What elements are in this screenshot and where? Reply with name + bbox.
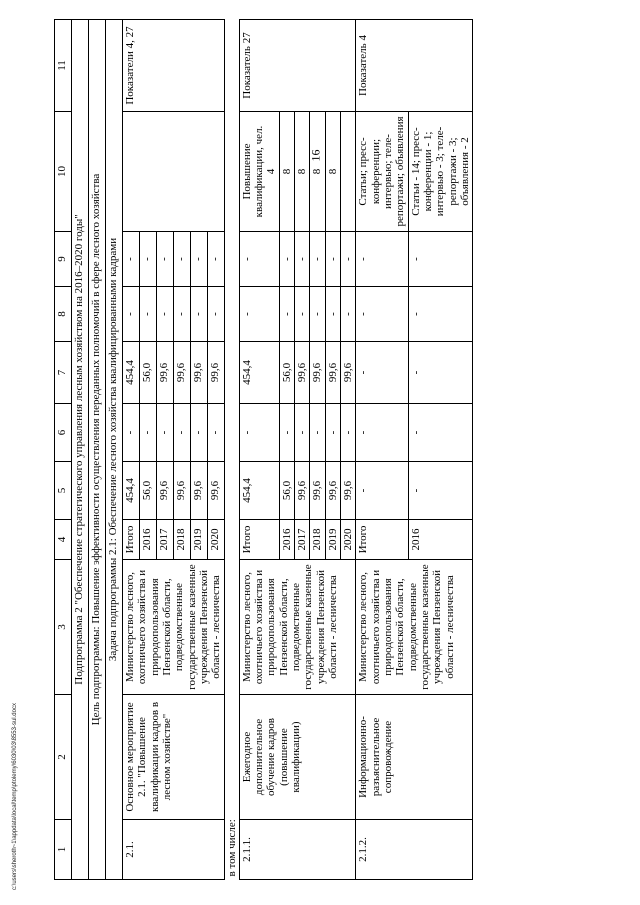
table-row <box>239 20 279 880</box>
value-cell: - <box>156 287 173 342</box>
year-cell: 2020 <box>207 520 224 560</box>
subprogram-title: Подпрограмма 2 "Обеспечение стратегического управления лесным хозяйством на 2016–2020 годы" <box>72 20 89 880</box>
year-cell: Итого <box>356 520 408 560</box>
value-cell: - <box>207 232 224 287</box>
year-cell: Итого <box>123 520 140 560</box>
subprogram-goal: Цель подпрограммы: Повышение эффективности осуществления переданных полномочий в сфере лесного хозяйства <box>89 20 106 880</box>
year-cell: 2018 <box>310 520 325 560</box>
value-cell: - <box>295 232 310 287</box>
col-num: 7 <box>55 342 72 404</box>
year-cell: 2018 <box>173 520 190 560</box>
value-cell: - <box>341 404 356 462</box>
value-cell: 454,4 <box>123 342 140 404</box>
value-cell: - <box>239 404 279 462</box>
value-cell: - <box>173 287 190 342</box>
year-cell: 2020 <box>341 520 356 560</box>
value-cell: - <box>279 232 294 287</box>
indicator-cell: Показатель 27 <box>239 20 356 112</box>
result-cell: Статьи - 14; пресс-конференции - 1; интервью - 3; теле-репортажи - 3; объявления - 2 <box>408 112 473 232</box>
measure-name: Информационно-разъяснительное сопровождение <box>356 695 473 820</box>
value-cell: - <box>190 287 207 342</box>
result-value: 8 <box>295 112 310 232</box>
value-cell: - <box>156 232 173 287</box>
value-cell: 99,6 <box>325 462 340 520</box>
result-value: 8 <box>310 112 325 232</box>
value-cell: - <box>356 404 408 462</box>
col-num: 8 <box>55 287 72 342</box>
value-cell: - <box>325 404 340 462</box>
col-num: 3 <box>55 560 72 695</box>
value-cell: - <box>341 287 356 342</box>
value-cell: - <box>356 342 408 404</box>
in-that-number-label: в том числе: <box>224 20 239 880</box>
value-cell: 99,6 <box>173 342 190 404</box>
value-cell: - <box>239 287 279 342</box>
value-cell: 99,6 <box>295 342 310 404</box>
value-cell: - <box>310 404 325 462</box>
value-cell: 56,0 <box>139 462 156 520</box>
value-cell: - <box>295 287 310 342</box>
value-cell: 99,6 <box>207 342 224 404</box>
value-cell: - <box>408 232 473 287</box>
value-cell: - <box>139 287 156 342</box>
value-cell: 99,6 <box>156 342 173 404</box>
page-number: 16 <box>308 149 323 162</box>
value-cell: 99,6 <box>325 342 340 404</box>
table-row <box>123 20 140 880</box>
col-num: 6 <box>55 404 72 462</box>
value-cell: - <box>408 462 473 520</box>
table-row <box>356 20 408 880</box>
value-cell: 99,6 <box>190 342 207 404</box>
col-num: 4 <box>55 520 72 560</box>
row-number: 2.1.2. <box>356 820 473 880</box>
result-value: 4 <box>265 168 278 175</box>
value-cell: 99,6 <box>173 462 190 520</box>
value-cell: - <box>408 287 473 342</box>
value-cell: - <box>173 404 190 462</box>
value-cell: - <box>356 462 408 520</box>
value-cell: 99,6 <box>310 462 325 520</box>
value-cell: 56,0 <box>279 342 294 404</box>
value-cell: - <box>123 232 140 287</box>
year-cell: 2019 <box>325 520 340 560</box>
value-cell: 99,6 <box>310 342 325 404</box>
value-cell: - <box>310 232 325 287</box>
value-cell: - <box>356 232 408 287</box>
year-cell: 2016 <box>139 520 156 560</box>
value-cell: 99,6 <box>207 462 224 520</box>
col-num: 2 <box>55 695 72 820</box>
value-cell: 99,6 <box>190 462 207 520</box>
value-cell: - <box>123 404 140 462</box>
value-cell: - <box>356 287 408 342</box>
value-cell: - <box>207 287 224 342</box>
value-cell: - <box>123 287 140 342</box>
value-cell: - <box>139 232 156 287</box>
result-value: 8 <box>325 112 340 232</box>
result-value <box>341 112 356 232</box>
value-cell: - <box>325 287 340 342</box>
value-cell: - <box>310 287 325 342</box>
value-cell: - <box>279 287 294 342</box>
value-cell: - <box>408 404 473 462</box>
value-cell: 454,4 <box>239 342 279 404</box>
col-num: 10 <box>55 112 72 232</box>
executor: Министерство лесного, охотничьего хозяйства и природопользования Пензенской области, подведомственные государственные казенные учреждения Пензенской области - лесничества <box>123 560 225 695</box>
value-cell: - <box>325 232 340 287</box>
indicator-cell: Показатель 4 <box>356 20 473 112</box>
value-cell: - <box>207 404 224 462</box>
value-cell: 56,0 <box>279 462 294 520</box>
program-table <box>54 19 473 880</box>
value-cell: - <box>341 232 356 287</box>
value-cell: - <box>156 404 173 462</box>
value-cell: 99,6 <box>341 342 356 404</box>
value-cell: - <box>295 404 310 462</box>
col-num: 9 <box>55 232 72 287</box>
footer-file-path: c:\users\sheroth~1\appdata\local\temp\ptolemy\6030\03\8553-sul.docx <box>12 703 18 890</box>
value-cell: - <box>173 232 190 287</box>
value-cell: - <box>408 342 473 404</box>
executor: Министерство лесного, охотничьего хозяйства и природопользования Пензенской области, подведомственные государственные казенные учреждения Пензенской области - лесничества <box>239 560 356 695</box>
col-num: 11 <box>55 20 72 112</box>
value-cell: 99,6 <box>341 462 356 520</box>
year-cell: 2017 <box>156 520 173 560</box>
result-cell <box>123 112 225 232</box>
indicator-cell: Показатели 4, 27 <box>123 20 225 112</box>
year-cell: Итого <box>239 520 279 560</box>
executor: Министерство лесного, охотничьего хозяйства и природопользования Пензенской области, подведомственные государственные казенные учреждения Пензенской области - лесничества <box>356 560 473 695</box>
row-number: 2.1. <box>123 820 225 880</box>
value-cell: 99,6 <box>295 462 310 520</box>
value-cell: - <box>190 232 207 287</box>
value-cell: 454,4 <box>239 462 279 520</box>
value-cell: 56,0 <box>139 342 156 404</box>
column-numbers-row <box>55 20 72 880</box>
measure-name: Ежегодное дополнительное обучение кадров (повышение квалификации) <box>239 695 356 820</box>
year-cell: 2017 <box>295 520 310 560</box>
year-cell: 2016 <box>279 520 294 560</box>
year-cell: 2019 <box>190 520 207 560</box>
year-cell: 2016 <box>408 520 473 560</box>
result-cell <box>239 112 279 232</box>
col-num: 1 <box>55 820 72 880</box>
row-number: 2.1.1. <box>239 820 356 880</box>
rotated-table-wrapper <box>54 20 639 880</box>
value-cell: - <box>279 404 294 462</box>
result-cell: Статьи; пресс-конференции; интервью; теле-репортажи; объявления <box>356 112 408 232</box>
col-num: 5 <box>55 462 72 520</box>
result-value: 8 <box>279 112 294 232</box>
value-cell: 454,4 <box>123 462 140 520</box>
value-cell: - <box>239 232 279 287</box>
subprogram-task: Задача подпрограммы 2.1: Обеспечение лесного хозяйства квалифицированными кадрами <box>106 20 123 880</box>
value-cell: - <box>190 404 207 462</box>
measure-name: Основное мероприятие 2.1. "Повышение квалификации кадров в лесном хозяйстве" <box>123 695 225 820</box>
value-cell: - <box>139 404 156 462</box>
result-title: Повышение квалификации, чел. <box>240 125 266 218</box>
value-cell: 99,6 <box>156 462 173 520</box>
